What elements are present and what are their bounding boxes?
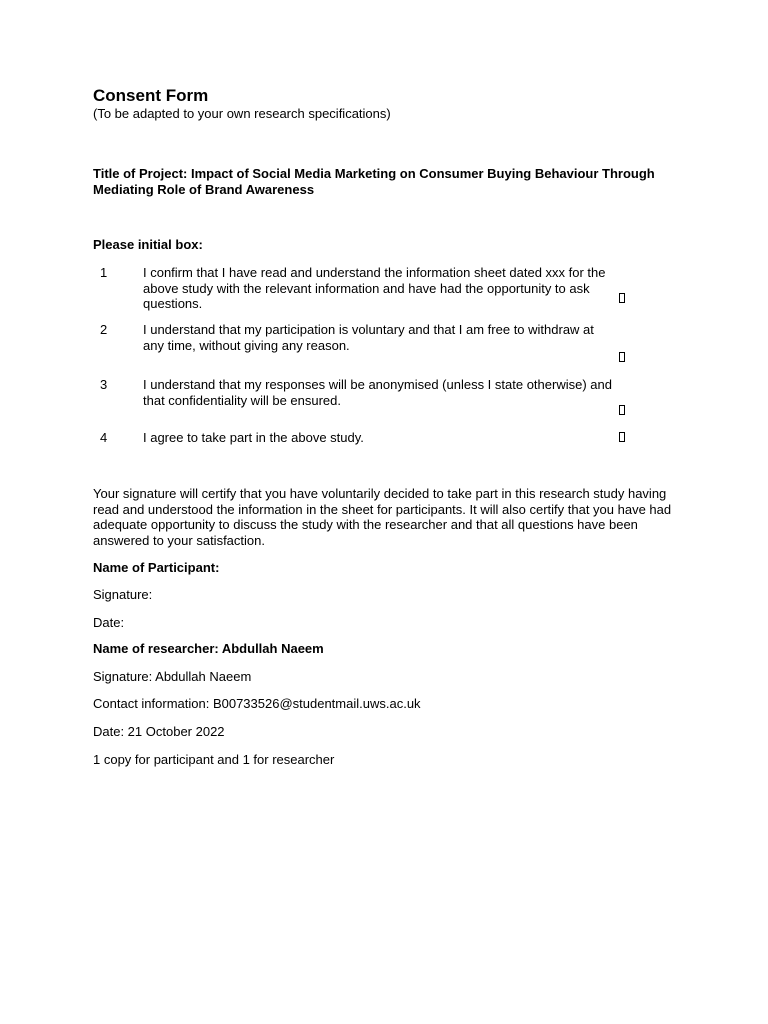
statement-text: I confirm that I have read and understand the information sheet dated xxx for the above study with the relevant information and have had the opportunity to ask questions. bbox=[143, 265, 606, 311]
statement-text: I understand that my participation is voluntary and that I am free to withdraw at any time, without giving any reason. bbox=[143, 322, 594, 353]
statement-number: 4 bbox=[100, 430, 108, 445]
statement-number: 2 bbox=[100, 322, 108, 337]
statement-item-4 bbox=[93, 430, 653, 446]
initial-box-label: Please initial box: bbox=[93, 237, 203, 252]
page-title: Consent Form bbox=[93, 86, 209, 105]
statement-item-2 bbox=[93, 322, 653, 354]
participant-name-label: Name of Participant: bbox=[93, 560, 220, 575]
certification-paragraph: Your signature will certify that you have voluntarily decided to take part in this research study having read and understood the information in the sheet for participants. It will also certify that you have had adequate opportunity to discuss the study with the researcher and that all questions have been answered to your satisfaction. bbox=[93, 486, 672, 548]
initial-box-icon[interactable] bbox=[619, 293, 625, 303]
initial-box-icon[interactable] bbox=[619, 352, 625, 362]
researcher-contact: Contact information: B00733526@studentmail.uws.ac.uk bbox=[93, 696, 421, 711]
statement-number: 1 bbox=[100, 265, 108, 280]
statement-item-1 bbox=[93, 265, 653, 313]
statement-number: 3 bbox=[100, 377, 108, 392]
consent-form-page bbox=[93, 86, 693, 767]
statement-text: I agree to take part in the above study. bbox=[143, 430, 364, 445]
participant-signature-label: Signature: bbox=[93, 587, 153, 602]
page-subtitle: (To be adapted to your own research specifications) bbox=[93, 106, 391, 121]
statement-item-3 bbox=[93, 377, 653, 409]
initial-box-icon[interactable] bbox=[619, 405, 625, 415]
researcher-name: Name of researcher: Abdullah Naeem bbox=[93, 641, 324, 656]
copies-note: 1 copy for participant and 1 for researcher bbox=[93, 752, 335, 767]
researcher-signature: Signature: Abdullah Naeem bbox=[93, 669, 252, 684]
project-title: Title of Project: Impact of Social Media Marketing on Consumer Buying Behaviour Through Mediating Role of Brand Awareness bbox=[93, 166, 655, 197]
participant-date-label: Date: bbox=[93, 615, 125, 630]
researcher-date: Date: 21 October 2022 bbox=[93, 724, 225, 739]
statement-text: I understand that my responses will be anonymised (unless I state otherwise) and that confidentiality will be ensured. bbox=[143, 377, 612, 408]
initial-box-icon[interactable] bbox=[619, 432, 625, 442]
